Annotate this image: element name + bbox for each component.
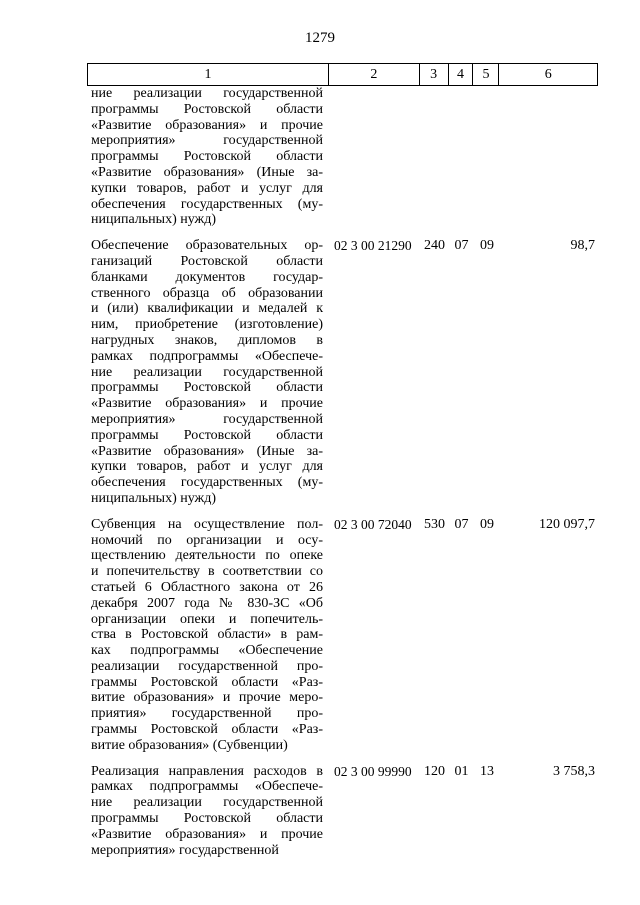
description-line: «Развитие образования» и прочие (91, 396, 323, 412)
row-vr: 240 (424, 238, 445, 254)
description-line: мероприятия» государственной (91, 842, 279, 858)
row-description (87, 517, 329, 754)
row-pr: 09 (480, 238, 494, 254)
description-line: мероприятия» государственной (91, 133, 323, 149)
row-pr: 09 (480, 516, 494, 532)
description-line: витие образования» и прочие меро- (91, 690, 323, 706)
description-line: и попечительству в соответствии со (91, 564, 323, 580)
description-line: «Развитие образования» и прочие (91, 826, 323, 842)
description-line: программы Ростовской области (91, 811, 323, 827)
header-col-2: 2 (329, 64, 420, 85)
description-line: ственного образца об образовании (91, 285, 323, 301)
row-rz: 07 (454, 238, 469, 254)
row-rz (449, 86, 474, 228)
row-code: 02 3 00 21290 (334, 238, 412, 254)
description-line: «Развитие образования» и прочие (91, 117, 323, 133)
header-col-1: 1 (88, 64, 329, 85)
header-col-3: 3 (420, 64, 449, 85)
description-line: приятия» государственной про- (91, 706, 323, 722)
page-number: 1279 (305, 30, 335, 46)
description-line: обеспечения государственных (му- (91, 475, 323, 491)
table-header (87, 63, 598, 86)
row-sum: 98,7 (570, 238, 595, 254)
description-line: номочий по организации и осу- (91, 532, 323, 548)
description-line: бланками документов государ- (91, 269, 323, 285)
description-line: «Развитие образования» (Иные за- (91, 164, 323, 180)
description-line: программы Ростовской области (91, 149, 323, 165)
description-line: нагрудных знаков, дипломов в (91, 332, 323, 348)
description-line: «Развитие образования» (Иные за- (91, 443, 323, 459)
row-rz: 01 (454, 763, 469, 779)
description-line: реализации государственной про- (91, 658, 323, 674)
description-line: рамках подпрограммы «Обеспече- (91, 779, 323, 795)
description-line: ществлению деятельности по опеке (91, 548, 323, 564)
row-code: 02 3 00 72040 (334, 516, 412, 532)
description-line: рамках подпрограммы «Обеспече- (91, 348, 323, 364)
description-line: граммы Ростовской области «Раз- (91, 722, 323, 738)
description-line: ним, приобретение (изготовление) (91, 317, 323, 333)
description-line: Субвенция на осуществление пол- (91, 516, 323, 532)
row-pr (474, 86, 500, 228)
description-line: ках подпрограммы «Обеспечение (91, 643, 323, 659)
description-line: мероприятия» государственной (91, 411, 323, 427)
description-line: обеспечения государственных (му- (91, 196, 323, 212)
description-line: купки товаров, работ и услуг для (91, 459, 323, 475)
row-pr: 13 (480, 763, 494, 779)
row-description (87, 238, 329, 507)
description-line: программы Ростовской области (91, 427, 323, 443)
description-line: ства в Ростовской области» в рам- (91, 627, 323, 643)
description-line: организации опеки и попечитель- (91, 611, 323, 627)
description-line: граммы Ростовской области «Раз- (91, 674, 323, 690)
table-row (87, 86, 598, 228)
header-col-4: 4 (449, 64, 474, 85)
row-vr: 120 (424, 763, 445, 779)
description-line: ганизаций Ростовской области (91, 253, 323, 269)
description-line: Реализация направления расходов в (91, 763, 323, 779)
description-line: Обеспечение образовательных ор- (91, 238, 323, 254)
table-row (87, 238, 598, 507)
description-line: ние реализации государственной (91, 795, 323, 811)
description-line: и (или) квалификации и медалей к (91, 301, 323, 317)
description-line: ниципальных) нужд) (91, 212, 216, 228)
row-vr: 530 (424, 516, 445, 532)
row-rz: 07 (454, 516, 469, 532)
description-line: ниципальных) нужд) (91, 490, 216, 506)
row-code: 02 3 00 99990 (334, 763, 412, 779)
row-sum (500, 86, 598, 228)
row-code (329, 86, 420, 228)
header-col-6: 6 (544, 67, 552, 82)
description-line: ние реализации государственной (91, 86, 323, 101)
header-col-5: 5 (473, 64, 499, 85)
row-description (87, 764, 329, 859)
description-line: статьей 6 Областного закона от 26 (91, 579, 323, 595)
description-line: декабря 2007 года № 830-ЗС «Об (91, 595, 323, 611)
row-description (87, 86, 329, 228)
description-line: программы Ростовской области (91, 380, 323, 396)
description-line: витие образования» (Субвенции) (91, 737, 288, 753)
row-vr (420, 86, 449, 228)
description-line: программы Ростовской области (91, 101, 323, 117)
table-row (87, 517, 598, 754)
description-line: купки товаров, работ и услуг для (91, 180, 323, 196)
row-sum: 120 097,7 (539, 516, 595, 532)
row-sum: 3 758,3 (553, 763, 595, 779)
table-row (87, 764, 598, 859)
description-line: ние реализации государственной (91, 364, 323, 380)
table-body (87, 86, 598, 858)
